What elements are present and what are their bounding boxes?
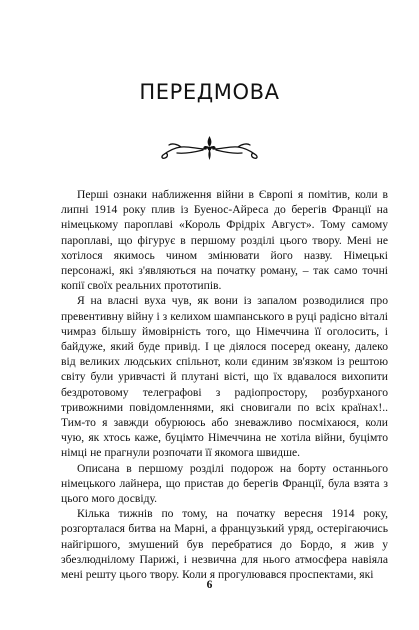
flourish-divider-icon xyxy=(159,134,260,162)
paragraph: Я на власні вуха чув, як вони із запалом розводилися про превентивну війну і з келихом шампанського в руці радісно віталі чимраз більшу ймовірність того, що Німеччина її оголосить, і байдуже, який буде привід. І це діялося посеред океану, далеко від великих людських спільнот, коли єдиним зв'язком із рештою світу були уривчасті й плутані вісті, що їх вдавалося вихопити бездротовому телеграфові з радіопростору, розбурханого тривожними повідомленнями, які сновигали по всіх країнах!.. Тим-то я завжди обурююсь або зневажливо посміхаюся, коли чую, як хтось каже, буцімто Німеччина не хотіла війни, буцімто німці не прагнули розпочати її якомога швидше. xyxy=(61,294,388,460)
chapter-heading: ПЕРЕДМОВА xyxy=(139,80,280,105)
paragraph: Кілька тижнів по тому, на початку вересня 1914 року, розгорталася битва на Марні, а французький уряд, остерігаючись найгіршого, змушений був перебратися до Бордо, я жив у збезлюднілому Парижі, і незвична для нього атмосфера навіяла мені решту цього твору. Коли я прогулювався проспектами, які xyxy=(61,507,388,582)
paragraph: Перші ознаки наближення війни в Європі я помітив, коли в липні 1914 року плив із Буенос-Айреса до берегів Франції на німецькому пароплаві «Король Фрідріх Август». Тому самому пароплаві, що фігурує в першому розділі цього твору. Мені не хотілося якимось чином змінювати його назву. Німецькі персонажі, які з'являються на початку роману, – так само точні копії своїх реальних прототипів. xyxy=(61,188,388,293)
paragraph: Описана в першому розділі подорож на борту останнього німецького лайнера, що пристав до берегів Франції, була взята з цього мого досвіду. xyxy=(61,461,388,506)
preface-text xyxy=(61,187,388,582)
page-number: 6 xyxy=(206,579,213,591)
